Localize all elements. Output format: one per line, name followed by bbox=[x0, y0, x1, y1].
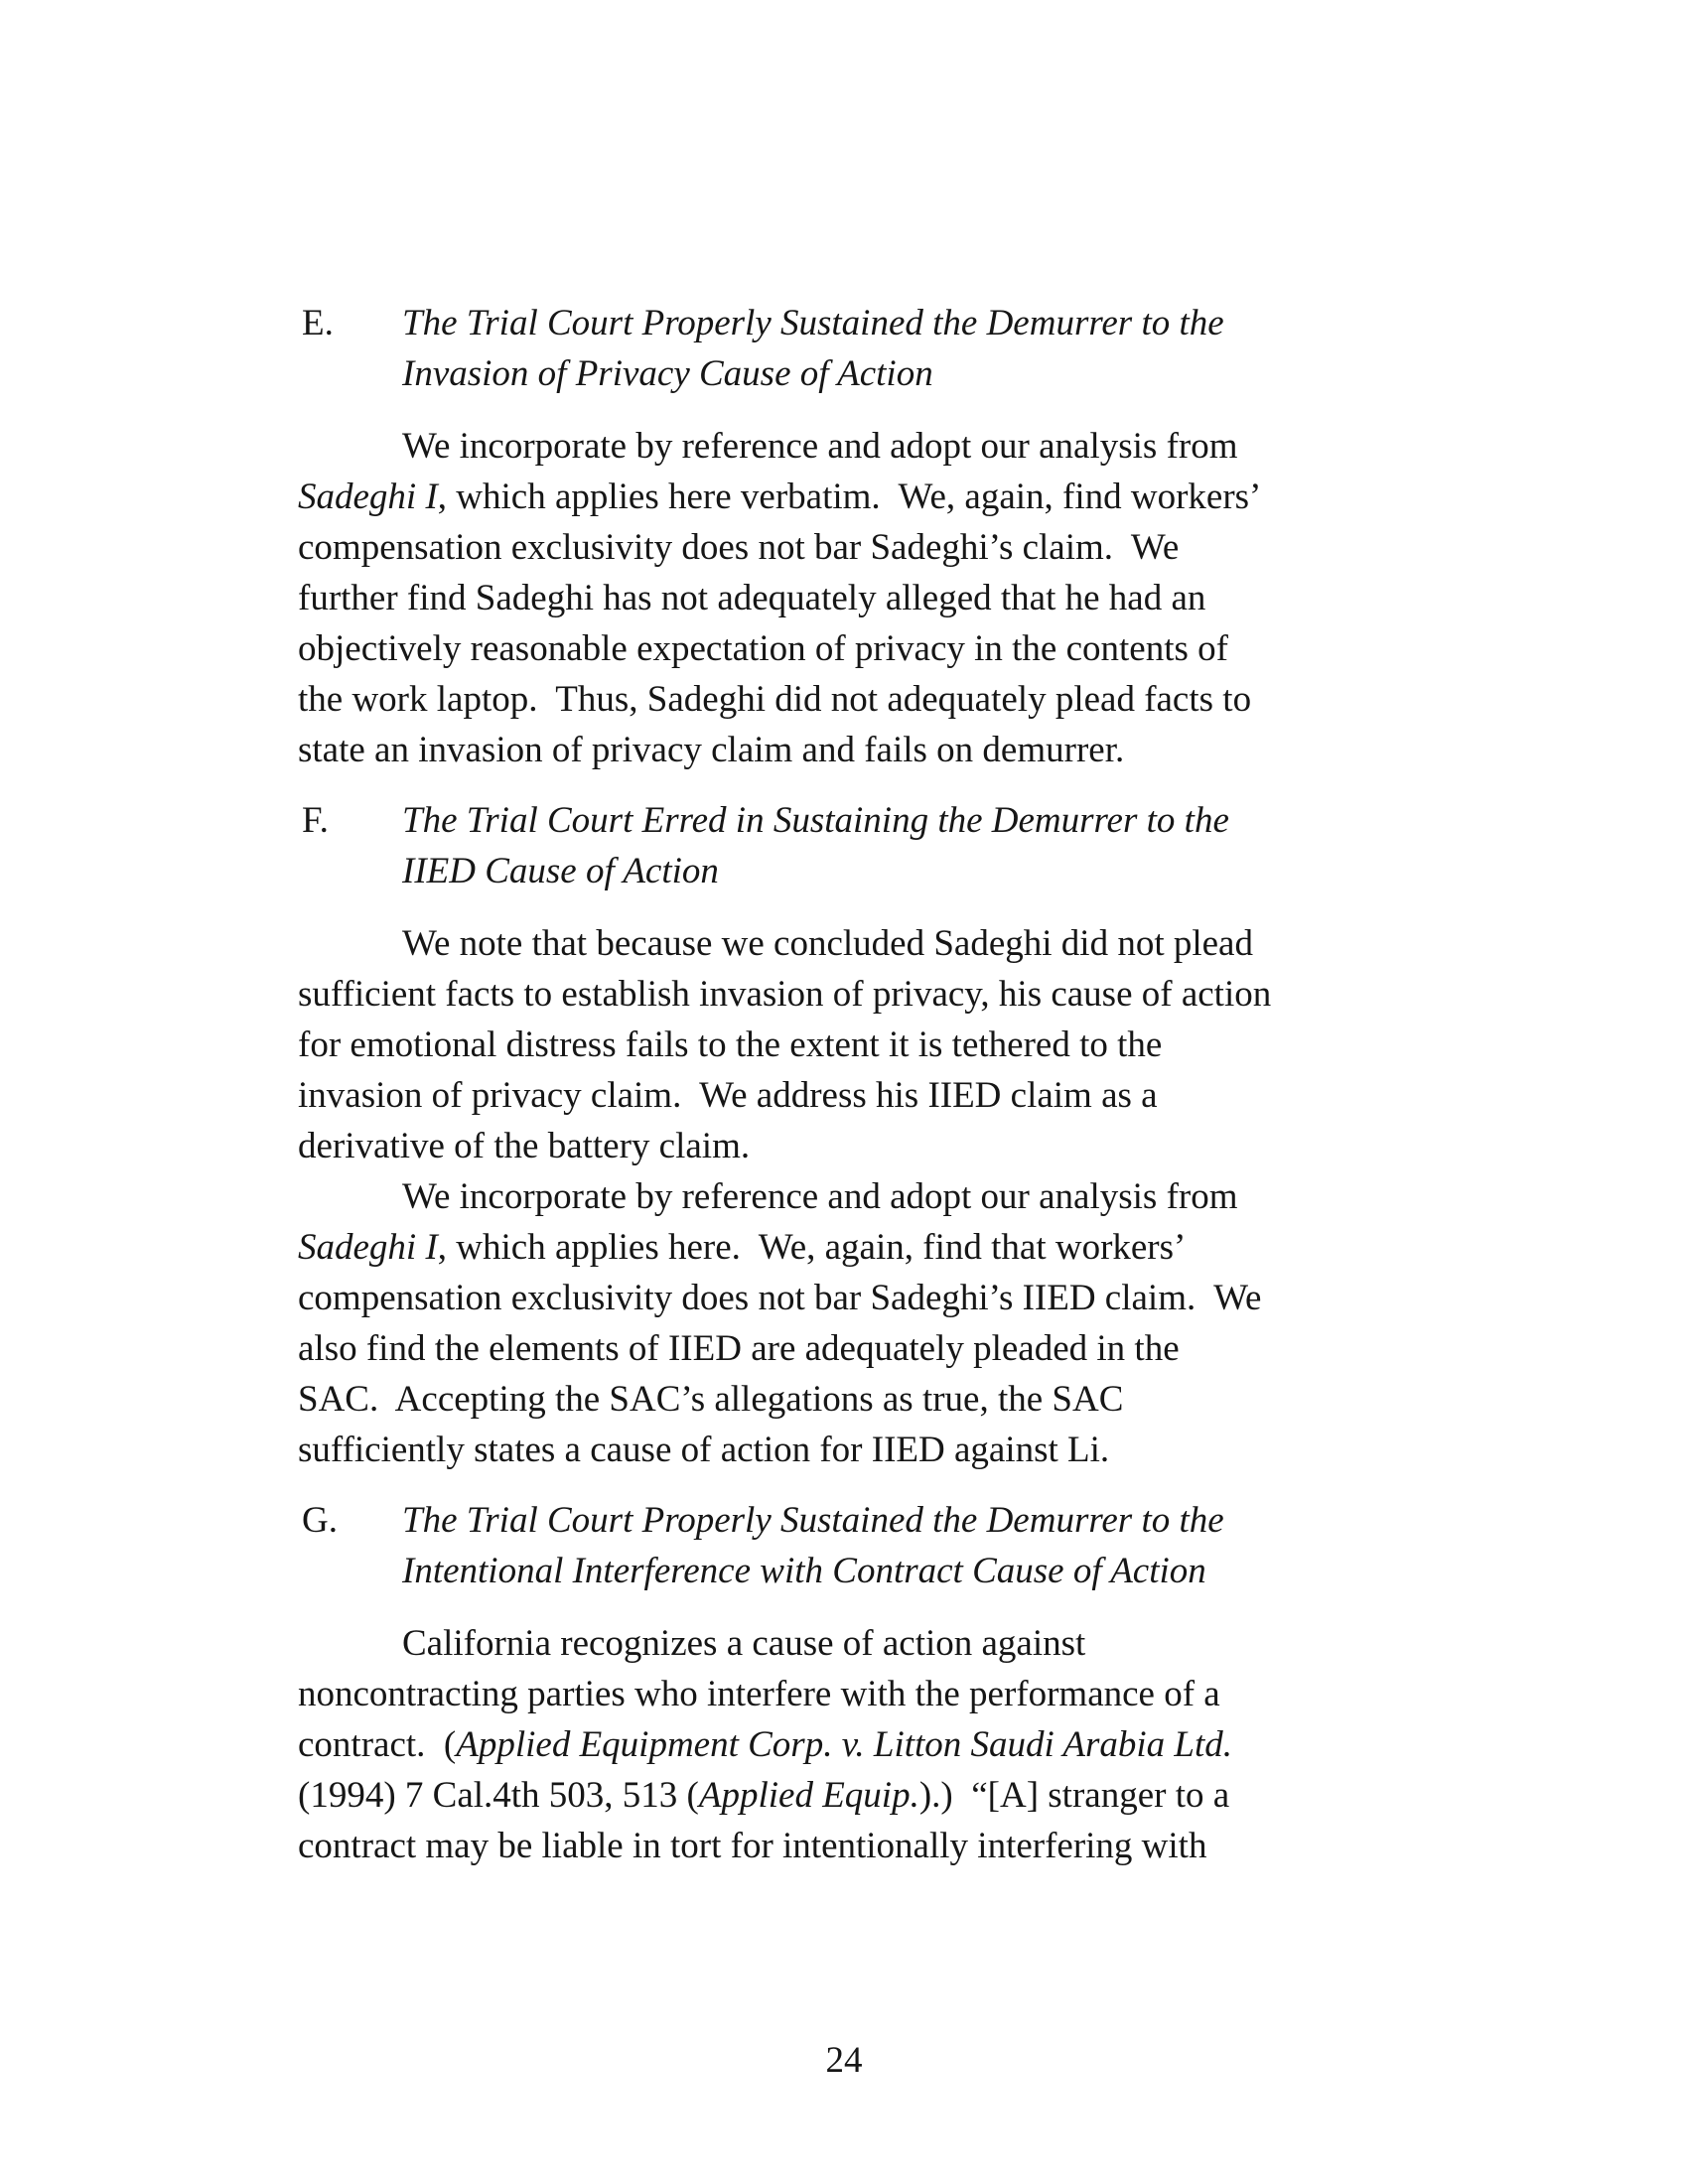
text-line bbox=[298, 795, 1382, 846]
text-segment: also find the elements of IIED are adequately pleaded in the bbox=[298, 1328, 1180, 1369]
text-segment: We incorporate by reference and adopt our analysis from bbox=[402, 1176, 1238, 1217]
paragraph bbox=[298, 421, 1382, 775]
text-segment: compensation exclusivity does not bar Sadeghi’s IIED claim. We bbox=[298, 1278, 1262, 1318]
text-segment: Applied Equip. bbox=[698, 1775, 919, 1816]
text-segment: ).) “[A] stranger to a bbox=[918, 1775, 1230, 1816]
text-line bbox=[298, 1425, 1382, 1475]
text-segment: contract may be liable in tort for intentionally interfering with bbox=[298, 1826, 1207, 1866]
paragraph bbox=[298, 1618, 1382, 1871]
text-segment: objectively reasonable expectation of privacy in the contents of bbox=[298, 628, 1228, 669]
text-segment: contract. ( bbox=[298, 1724, 457, 1765]
section-heading bbox=[298, 795, 1382, 896]
text-segment: Applied Equipment Corp. v. Litton Saudi Arabia Ltd. bbox=[456, 1724, 1233, 1765]
text-line bbox=[298, 674, 1382, 725]
text-line bbox=[298, 1070, 1382, 1121]
text-segment: state an invasion of privacy claim and fails on demurrer. bbox=[298, 730, 1125, 770]
text-segment: (1994) 7 Cal.4th 503, 513 ( bbox=[298, 1775, 699, 1816]
text-segment: SAC. Accepting the SAC’s allegations as true, the SAC bbox=[298, 1379, 1124, 1420]
text-line bbox=[298, 918, 1382, 969]
text-segment: The Trial Court Properly Sustained the Demurrer to the bbox=[402, 1500, 1224, 1541]
text-segment: invasion of privacy claim. We address his IIED claim as a bbox=[298, 1075, 1158, 1116]
section-heading bbox=[298, 1495, 1382, 1596]
heading-label: G. bbox=[302, 1500, 338, 1541]
text-line bbox=[298, 969, 1382, 1020]
text-line bbox=[298, 348, 1382, 399]
opinion-body bbox=[298, 278, 1382, 1871]
text-segment: further find Sadeghi has not adequately alleged that he had an bbox=[298, 578, 1206, 618]
text-segment: California recognizes a cause of action against bbox=[402, 1623, 1086, 1664]
text-segment: the work laptop. Thus, Sadeghi did not adequately plead facts to bbox=[298, 679, 1252, 720]
section-heading bbox=[298, 298, 1382, 399]
text-line bbox=[298, 472, 1382, 522]
text-segment: Invasion of Privacy Cause of Action bbox=[402, 353, 933, 394]
text-segment: The Trial Court Properly Sustained the Demurrer to the bbox=[402, 303, 1224, 343]
paragraph bbox=[298, 1171, 1382, 1475]
text-segment: IIED Cause of Action bbox=[402, 851, 719, 891]
text-line bbox=[298, 623, 1382, 674]
text-segment: , which applies here. We, again, find that workers’ bbox=[437, 1227, 1187, 1268]
text-line bbox=[298, 1222, 1382, 1273]
text-line bbox=[298, 298, 1382, 348]
text-line bbox=[298, 522, 1382, 573]
text-line bbox=[298, 1495, 1382, 1546]
paragraph bbox=[298, 918, 1382, 1171]
text-line bbox=[298, 1273, 1382, 1323]
text-line bbox=[298, 725, 1382, 775]
text-line bbox=[298, 1546, 1382, 1596]
text-line bbox=[298, 1618, 1382, 1669]
text-segment: derivative of the battery claim. bbox=[298, 1126, 751, 1166]
heading-label: F. bbox=[302, 800, 329, 841]
text-segment: , which applies here verbatim. We, again, find workers’ bbox=[437, 477, 1262, 517]
text-segment: sufficiently states a cause of action for IIED against Li. bbox=[298, 1430, 1110, 1470]
text-segment: Intentional Interference with Contract Cause of Action bbox=[402, 1551, 1206, 1591]
text-segment: We note that because we concluded Sadeghi did not plead bbox=[402, 923, 1253, 964]
text-segment: We incorporate by reference and adopt our analysis from bbox=[402, 426, 1238, 467]
text-line bbox=[298, 1121, 1382, 1171]
text-segment: for emotional distress fails to the extent it is tethered to the bbox=[298, 1024, 1163, 1065]
text-line bbox=[298, 1821, 1382, 1871]
page-number: 24 bbox=[825, 2040, 863, 2081]
text-line bbox=[298, 846, 1382, 896]
text-segment: Sadeghi I bbox=[298, 1227, 438, 1268]
text-segment: Sadeghi I bbox=[298, 477, 438, 517]
heading-label: E. bbox=[302, 303, 334, 343]
text-segment: noncontracting parties who interfere with the performance of a bbox=[298, 1674, 1220, 1714]
text-line bbox=[298, 1770, 1382, 1821]
text-line bbox=[298, 1374, 1382, 1425]
text-segment: sufficient facts to establish invasion of privacy, his cause of action bbox=[298, 974, 1272, 1015]
text-line bbox=[298, 1719, 1382, 1770]
text-line bbox=[298, 573, 1382, 623]
text-segment: The Trial Court Erred in Sustaining the Demurrer to the bbox=[402, 800, 1229, 841]
text-segment: compensation exclusivity does not bar Sadeghi’s claim. We bbox=[298, 527, 1180, 568]
text-line bbox=[298, 1323, 1382, 1374]
text-line bbox=[298, 1171, 1382, 1222]
text-line bbox=[298, 421, 1382, 472]
text-line bbox=[298, 1669, 1382, 1719]
text-line bbox=[298, 1020, 1382, 1070]
